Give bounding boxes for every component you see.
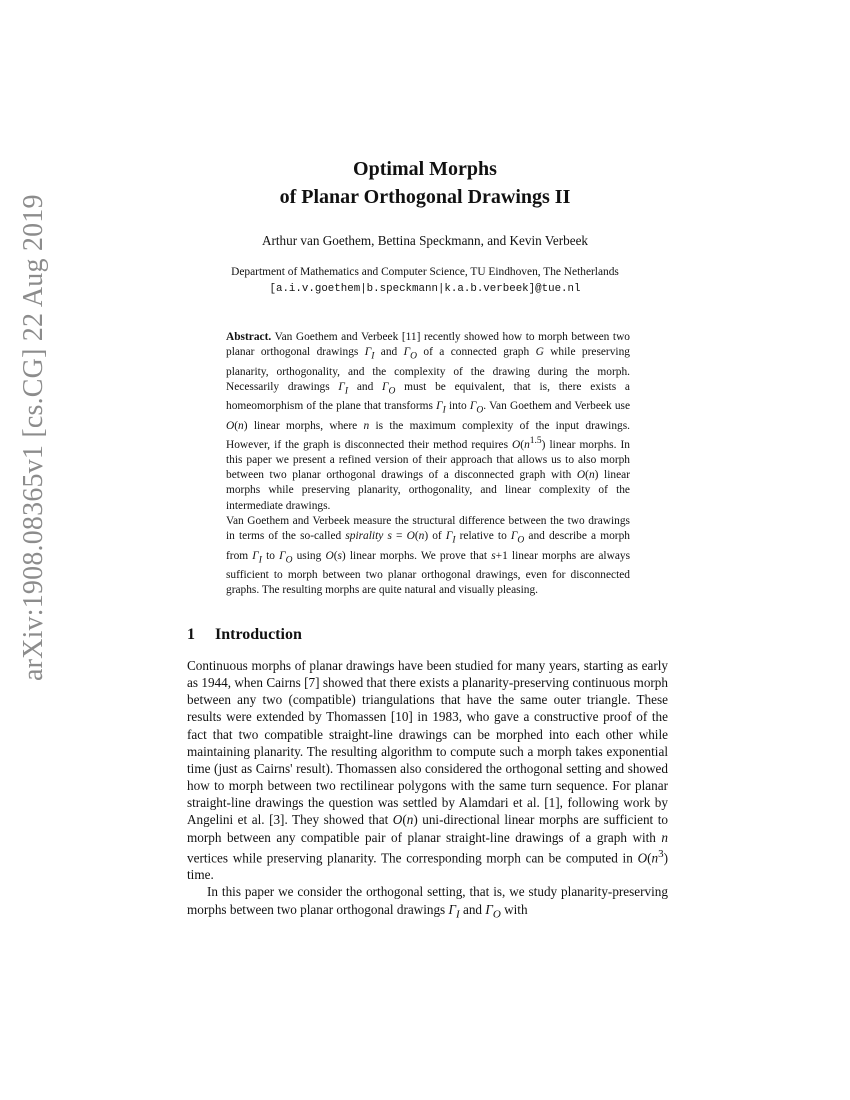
- author-list: Arthur van Goethem, Bettina Speckmann, and Kevin Verbeek: [261, 233, 589, 248]
- body-paragraph-1: Continuous morphs of planar drawings have been studied for many years, starting as early as 1944, when Cairns [7] showed that there exists a planarity-preserving continuous morph between any two (compatible) triangulations that have the same outer triangle. These results were extended by Thomassen [10] in 1983, who gave a constructive proof of the fact that two compatible straight-line drawings can be morphed into each other while maintaining planarity. The resulting algorithm to compute such a morph takes exponential time (just as Cairns' result). Thomassen also considered the orthogonal setting and showed how to morph between two rectilinear polygons with the same turn sequence. For planar straight-line drawings the question was settled by Alamdari et al. [1], following work by Angelini et al. [3]. They showed that O(n) uni-directional linear morphs are sufficient to morph between any compatible pair of planar straight-line drawings of a graph with n vertices while preserving planarity. The corresponding morph can be computed in $O(n^3)$ time.: [187, 658, 669, 883]
- affiliation-text: Department of Mathematics and Computer Science, TU Eindhoven, The Netherlands: [231, 266, 619, 278]
- section-title: Introduction: [215, 626, 302, 643]
- affiliation-block: [0, 264, 850, 298]
- abstract-paragraph-2: Van Goethem and Verbeek measure the structural difference between the two drawings in terms of the so-called spirality s = O(n) of $\Gamma_I$ relative to $\Gamma_O$ and describe a morph from $\Gamma_I$ to $\Gamma_O$ using O(s) linear morphs. We prove that s+1 linear morphs are always sufficient to morph between two planar orthogonal drawings, even for disconnected graphs. The resulting morphs are quite natural and visually pleasing.: [226, 514, 631, 597]
- title-line-2: of Planar Orthogonal Drawings II: [279, 186, 571, 208]
- section-number: 1: [187, 626, 195, 643]
- abstract-label: Abstract.: [226, 331, 272, 343]
- title-line-1: Optimal Morphs: [353, 158, 497, 180]
- abstract-p1-text: Van Goethem and Verbeek [11] recently showed how to morph between two planar orthogonal drawings $\Gamma_I$ and $\Gamma_O$ of a connected graph G while preserving planarity, orthogonality, and the complexity of the drawing during the morph. Necessarily drawings $\Gamma_I$ and $\Gamma_O$ must be equivalent, that is, there exists a homeomorphism of the plane that transforms $\Gamma_I$ into $\Gamma_O$. Van Goethem and Verbeek use O(n) linear morphs, where n is the maximum complexity of the input drawings. However, if the graph is disconnected their method requires $O(n^{1.5})$ linear morphs. In this paper we present a refined version of their approach that allows us to also morph between two planar orthogonal drawings of a disconnected graph with O(n) linear morphs while preserving planarity, orthogonality, and linear complexity of the intermediate drawings.: [226, 331, 631, 512]
- arxiv-identifier-text: arXiv:1908.08365v1 [cs.CG] 22 Aug 2019: [18, 194, 49, 681]
- section-heading: [187, 626, 302, 644]
- abstract: [226, 330, 630, 598]
- body-paragraph-2: In this paper we consider the orthogonal setting, that is, we study planarity-preserving morphs between two planar orthogonal drawings $\Gamma_I$ and $\Gamma_O$ with: [187, 884, 668, 921]
- paper-title: [0, 155, 850, 211]
- abstract-paragraph-1: [226, 330, 630, 514]
- author-emails: [a.i.v.goethem|b.speckmann|k.a.b.verbeek]@tue.nl: [269, 283, 581, 295]
- section-body: [187, 657, 668, 923]
